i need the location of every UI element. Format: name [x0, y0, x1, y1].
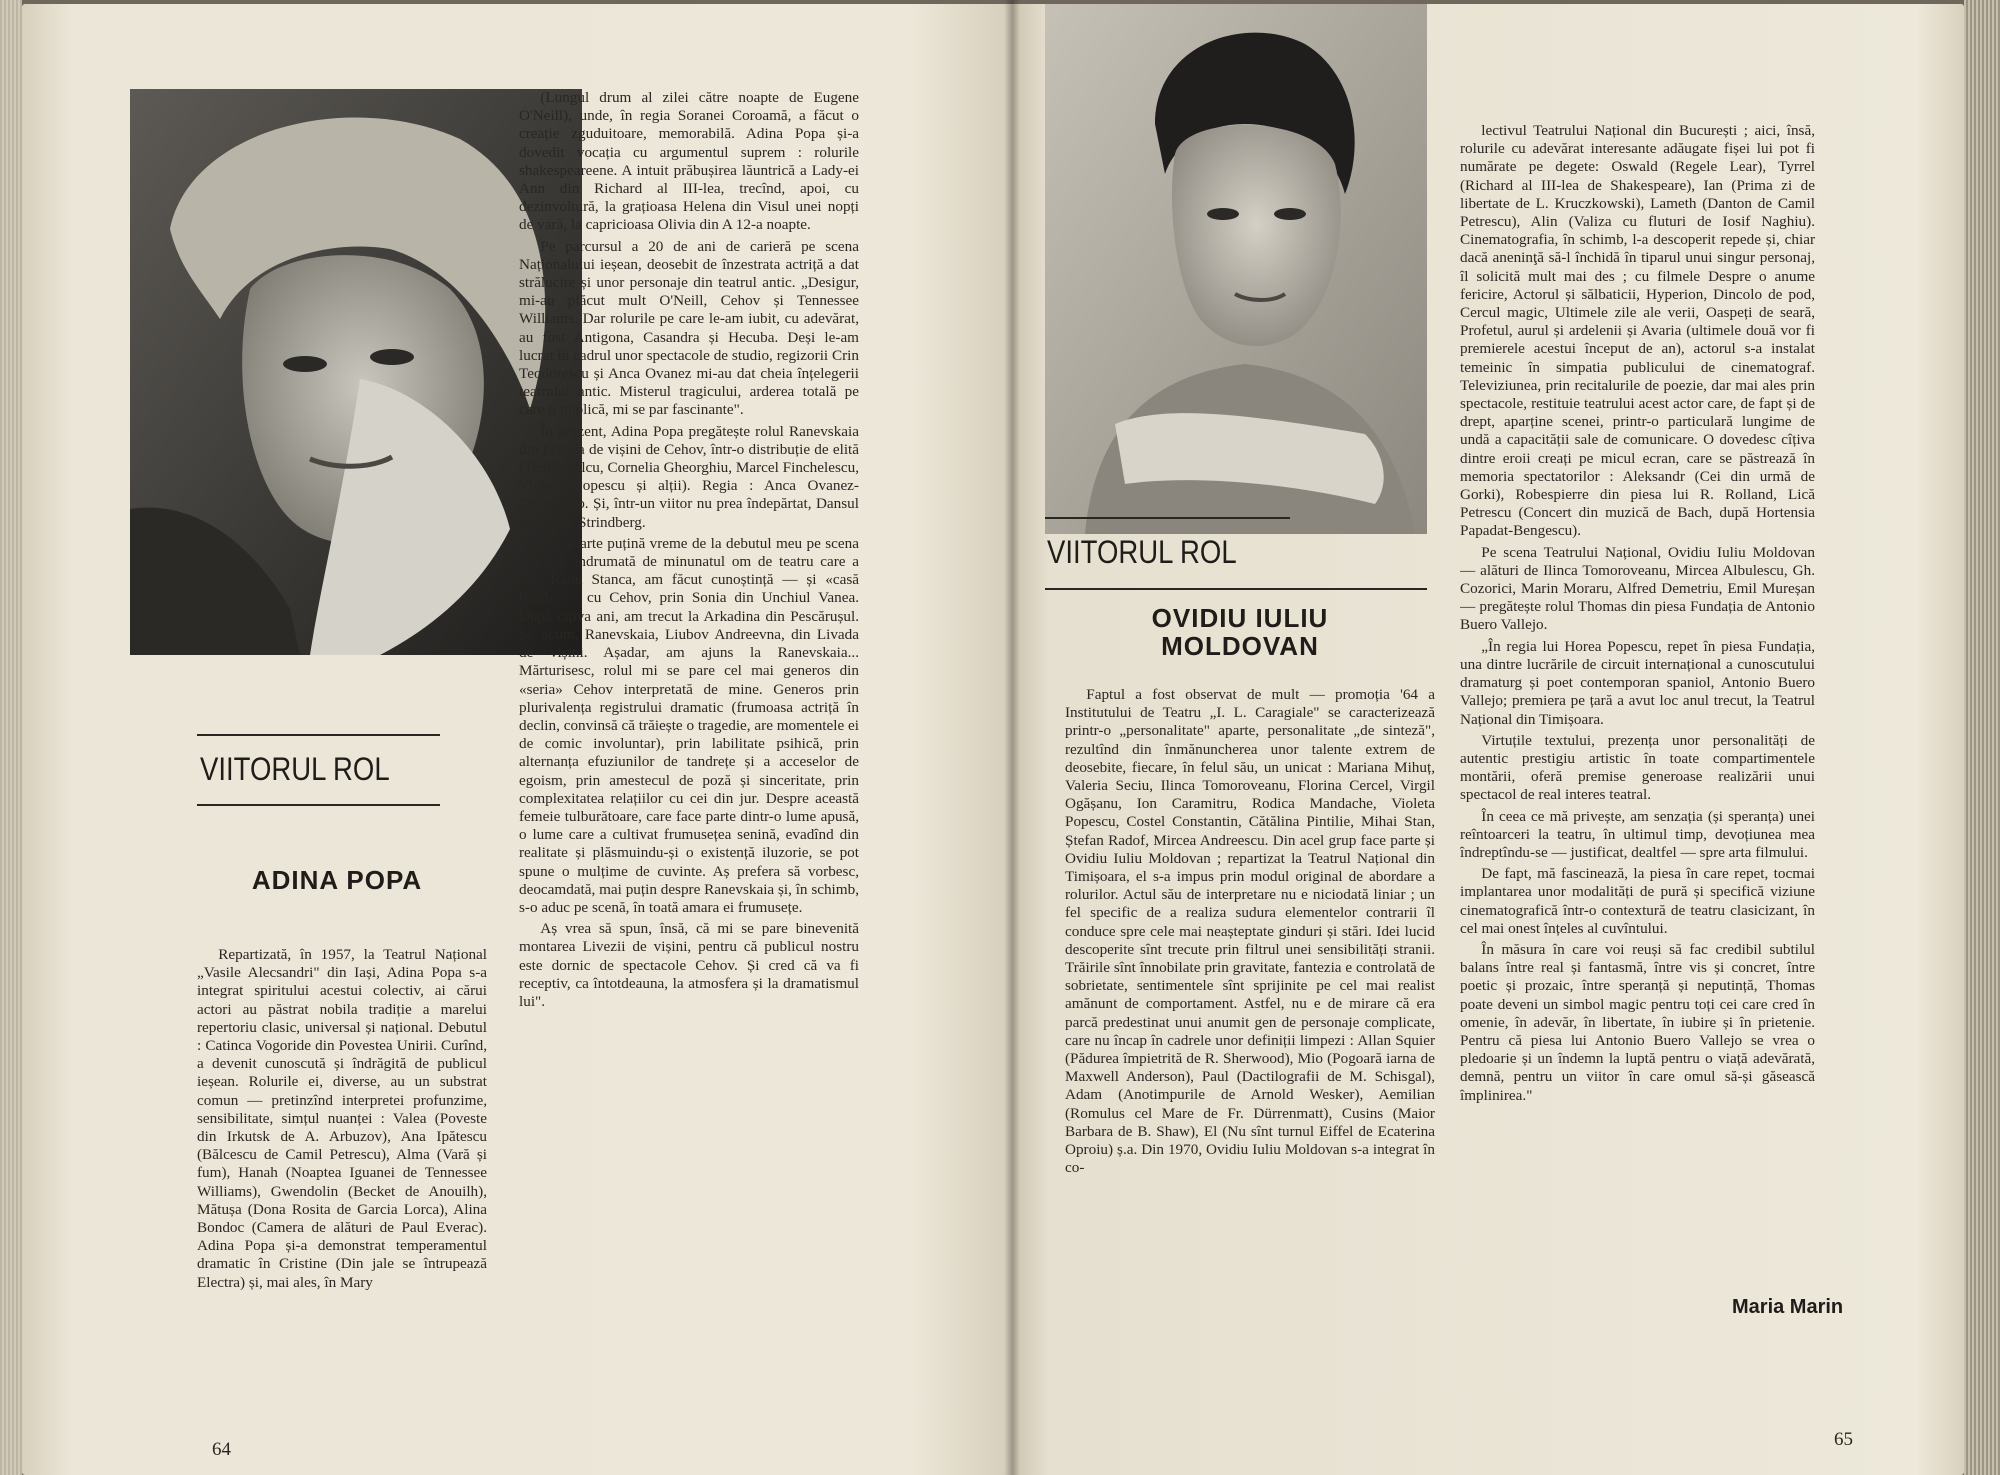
paragraph: În prezent, Adina Popa pregătește rolul Ranevskaia din Livada de vișini de Cehov, într-o distribuție de elită (Teofil Vâlcu, Cornelia Gheorghiu, Marcel Finchelescu, Violeta Popescu și alții). Regia : Anca Ovanez-Doroșenco. Și, într-un viitor nu prea îndepărtat, Dansul morții de Strindberg.: [519, 422, 859, 531]
portrait-photo-ovidiu-iuliu-moldovan: [1045, 4, 1427, 534]
person-name-ovidiu-iuliu-moldovan: [1090, 604, 1390, 660]
paragraph: „În regia lui Horea Popescu, repet în piesa Fundația, una dintre lucrările de circuit internațional a cunoscutului dramaturg și poet contemporan spaniol, Antonio Buero Vallejo; premiera pe țară a avut loc anul trecut, la Teatrul Național din Timișoara.: [1460, 637, 1815, 728]
portrait-photo-adina-popa: [130, 89, 582, 655]
paragraph: În măsura în care voi reuși să fac credibil subtilul balans între real și fantasmă, între vis și concret, între poetic și prozaic, între speranță și neputință, Thomas poate deveni un simbol magic pentru toți cei care cred în omenie, în adevăr, în libertate, în iubire și în prietenie. Pentru că piesa lui Antonio Buero Vallejo se vrea o pledoarie și un îndemn la luptă pentru o viață adevărată, demnă, pentru un viitor în care omul să-și găsească împlinirea.": [1460, 940, 1815, 1104]
left-section-title: VIITORUL ROL: [200, 751, 390, 787]
right-section-title: VIITORUL ROL: [1047, 534, 1237, 570]
right-column-1: [1065, 686, 1435, 1416]
paragraph: Virtuțile textului, prezența unor personalități de autentic prestigiu artistic în toate compartimentele montării, oferă premise generoase realizării unui spectacol de real interes teatral.: [1460, 731, 1815, 804]
paragraph: lectivul Teatrului Național din București ; aici, însă, rolurile cu adevărat interesante adăugate fișei lui pot fi numărate pe degete: Oswald (Regele Lear), Tyrrel (Richard al III-lea de Shakespeare), Ian (Prima zi de libertate de L. Kruczkowski), Lameth (Danton de Camil Petrescu), Alin (Valiza cu fluturi de Iosif Naghiu). Cinematografia, în schimb, l-a descoperit repede și, chiar dacă aneninţă să-l închidă în tiparul unui singur personaj, îl solicită mult mai des ; cu filmele Despre o anume fericire, Actorul și sălbaticii, Hyperion, Dincolo de pod, Cercul magic, Ultimele zile ale verii, Oaspeți de seară, Profetul, aurul și ardelenii și Avaria (ultimele două vor fi premierele acestui început de an), actorul s-a instalat temeinic în simpatia publicului de cinematograf. Televiziunea, prin recitalurile de poezie, dar mai ales prin spectacole, restituie teatrului acest actor care, de fapt și de drept, aparține scenei, printr-o particulară lungime de undă a capacității sale de comunicare. O dovedesc cîțiva dintre eroii creați pe micul ecran, care se păstrează în memoria spectatorilor : Aleksandr (Cei din urmă de Gorki), Robespierre din piesa lui R. Rolland, Lică Petrescu (Concert din muzică de Bach, după Hortensia Papadat-Bengescu).: [1460, 122, 1815, 540]
left-column-2: [519, 89, 859, 1409]
left-header-rule-bottom: [197, 804, 440, 806]
paragraph: Aș vrea să spun, însă, că mi se pare binevenită montarea Livezii de vișini, pentru că publicul nostru este dornic de spectacole Cehov. Și cred că va fi receptiv, ca întotdeauna, la atmosfera și la dramatismul lui".: [519, 920, 859, 1010]
right-page-edges: [1964, 0, 2000, 1475]
page-number-right: 65: [1834, 1429, 1853, 1450]
right-header-rule-bottom: [1045, 588, 1427, 590]
right-page: [1012, 4, 1964, 1475]
paragraph: Pe scena Teatrului Național, Ovidiu Iuliu Moldovan — alături de Ilinca Tomoroveanu, Mircea Albulescu, Gh. Cozorici, Marin Moraru, Alfred Demetriu, Emil Mureșan — pregătește rolul Thomas din piesa Fundația de Antonio Buero Vallejo.: [1460, 543, 1815, 634]
page-number-left: 64: [212, 1439, 231, 1460]
person-name-adina-popa: ADINA POPA: [251, 865, 423, 895]
left-page-edges: [0, 0, 22, 1475]
left-column-1: [197, 946, 487, 1426]
woman-portrait-image: [130, 89, 582, 655]
book-gutter-shadow: [1004, 0, 1020, 1475]
right-header-rule-top: [1045, 517, 1290, 519]
paragraph: Repartizată, în 1957, la Teatrul Național „Vasile Alecsandri" din Iași, Adina Popa s-a integrat spiritului acestui colectiv, ai cărui actori au păstrat nobila tradiție a marelui repertoriu clasic, universal și național. Debutul : Catinca Vogoride din Povestea Unirii. Curînd, a devenit cunoscută și îndrăgită de publicul ieșean. Rolurile ei, diverse, au un substrat comun — pretinzînd interpretei profunzime, sensibilitate, simțul nuanței : Valea (Poveste din Irkutsk de A. Arbuzov), Ana Ipătescu (Bălcescu de Camil Petrescu), Alma (Vară și fum), Hanah (Noaptea Iguanei de Tennessee Williams), Gwendolin (Becket de Anouilh), Mătușa (Dona Rosita de Garcia Lorca), Alina Bondoc (Camera de alături de Paul Everac). Adina Popa și-a demonstrat temperamentul dramatic în Cristine (Din jale se întrupează Electra) și, mai ales, în Mary: [197, 946, 487, 1291]
article-author: Maria Marin: [1732, 1296, 1844, 1318]
paragraph: „La foarte puțină vreme de la debutul meu pe scena ieșeană, îndrumată de minunatul om de teatru care a fost Radu Stanca, am făcut cunoștință — și «casă bună» — cu Cehov, prin Sonia din Unchiul Vanea. După cîțiva ani, am trecut la Arkadina din Pescărușul. Și, acum, Ranevskaia, Liubov Andreevna, din Livada de vișini. Așadar, am ajuns la Ranevskaia... Mărturisesc, rolul mi se pare cel mai generos din «seria» Cehov interpretată de mine. Generos prin plurivalența registrului dramatic (frumoasa actriță în declin, convinsă că trăiește o tragedie, are momentele ei de comic involuntar), prin labilitate psihică, prin alternanța efuziunilor de tandrețe și a acceselor de egoism, prin amestecul de poză și sinceritate, prin complexitatea relațiilor cu cei din jur. Despre această femeie tulburătoare, care face parte dintr-o lume apusă, o lume care a cultivat frumusețea senină, evadînd din realitate și plăsmuindu-și o existență iluzorie, se pot spune o mulțime de cuvinte. Aș prefera să vorbesc, deocamdată, mai puțin despre Ranevskaia și, în schimb, s-o aduc pe scenă, în toată amara ei frumusețe.: [519, 534, 859, 916]
paragraph: Pe parcursul a 20 de ani de carieră pe scena Naționalului ieșean, deosebit de înzestrata actriță a dat strălucire și unor personaje din teatrul antic. „Desigur, mi-au plăcut mult O'Neill, Cehov și Tennessee Williams. Dar rolurile pe care le-am iubit, cu adevărat, au fost Antigona, Casandra și Hecuba. Deși le-am lucrat în cadrul unor spectacole de studio, regizorii Crin Teodorescu și Anca Ovanez mi-au dat cheia înțelegerii teatrului antic. Misterul tragicului, arderea totală pe care o implică, mi se par fascinante".: [519, 237, 859, 419]
person-name-line-2: MOLDOVAN: [1161, 631, 1319, 661]
right-column-2: [1460, 122, 1815, 1272]
man-portrait-image: [1045, 4, 1427, 534]
person-name-line-1: OVIDIU IULIU: [1151, 603, 1329, 633]
paragraph: (Lungul drum al zilei către noapte de Eugene O'Neill), unde, în regia Soranei Coroamă, a făcut o creație zguduitoare, memorabilă. Adina Popa și-a dovedit vocația cu argumentul suprem : rolurile shakespeareene. A intuit prăbușirea lăuntrică a Lady-ei Ann din Richard al III-lea, trecînd, apoi, cu dezinvoltură, la grațioasa Helena din Visul unei nopți de vară, la capricioasa Olivia din A 12-a noapte.: [519, 89, 859, 234]
left-page: [22, 4, 1012, 1475]
paragraph: De fapt, mă fascinează, la piesa în care repet, tocmai implantarea unor modalități de pură și specifică viziune cinematografică într-o contextură de teatru clasicizant, în cel mai onest înțeles al cuvîntului.: [1460, 865, 1815, 937]
left-header-rule-top: [197, 734, 440, 736]
paragraph: În ceea ce mă privește, am senzația (și speranța) unei reîntoarceri la teatru, în ultimul timp, devoțiunea mea îndreptîndu-se — justificat, dealtfel — spre arta filmului.: [1460, 807, 1815, 861]
paragraph: Faptul a fost observat de mult — promoția '64 a Institutului de Teatru „I. L. Caragiale" se caracterizează printr-o „personalitate" aparte, personalitate „de sinteză", rezultînd din înmănuncherea unor talente extrem de deosebite, fiecare, în felul său, un unicat : Mariana Mihuț, Valeria Seciu, Ilinca Tomoroveanu, Florina Cercel, Virgil Ogășanu, Ion Caramitru, Rodica Mandache, Violeta Popescu, Costel Constantin, Cătălina Pintilie, Mihai Stan, Ștefan Radof, Mircea Andreescu. Din acel grup face parte și Ovidiu Iuliu Moldovan ; repartizat la Teatrul Național din Timișoara, el s-a impus prin modul original de abordare a rolurilor. Actul său de interpretare nu e niciodată liniar ; un fel specific de a realiza sudura elementelor contrarii îl conduce spre cele mai neașteptate ginduri și stări. Idei lucid descoperite sînt trecute prin filtrul unei sensibilități stranii. Trăirile sînt înnobilate prin gravitate, fantezia e controlată de sobrietate, sentimentele sînt sprijinite pe cel mai realist amănunt de comportament. Astfel, nu e de mirare că era parcă predestinat unui anumit gen de personaje complicate, care nu încap în cadrele unor definiții limpezi : Allan Squier (Pădurea împietrită de R. Sherwood), Mio (Pogoară iarna de Maxwell Anderson), Paul (Dactilografii de M. Schisgal), Adam (Anotimpurile de Arnold Wesker), Aemilian (Romulus cel Mare de Fr. Dürrenmatt), Cusins (Maior Barbara de B. Shaw), El (Nu sînt turnul Eiffel de Ecaterina Oproiu) ș.a. Din 1970, Ovidiu Iuliu Moldovan s-a integrat în co-: [1065, 686, 1435, 1177]
